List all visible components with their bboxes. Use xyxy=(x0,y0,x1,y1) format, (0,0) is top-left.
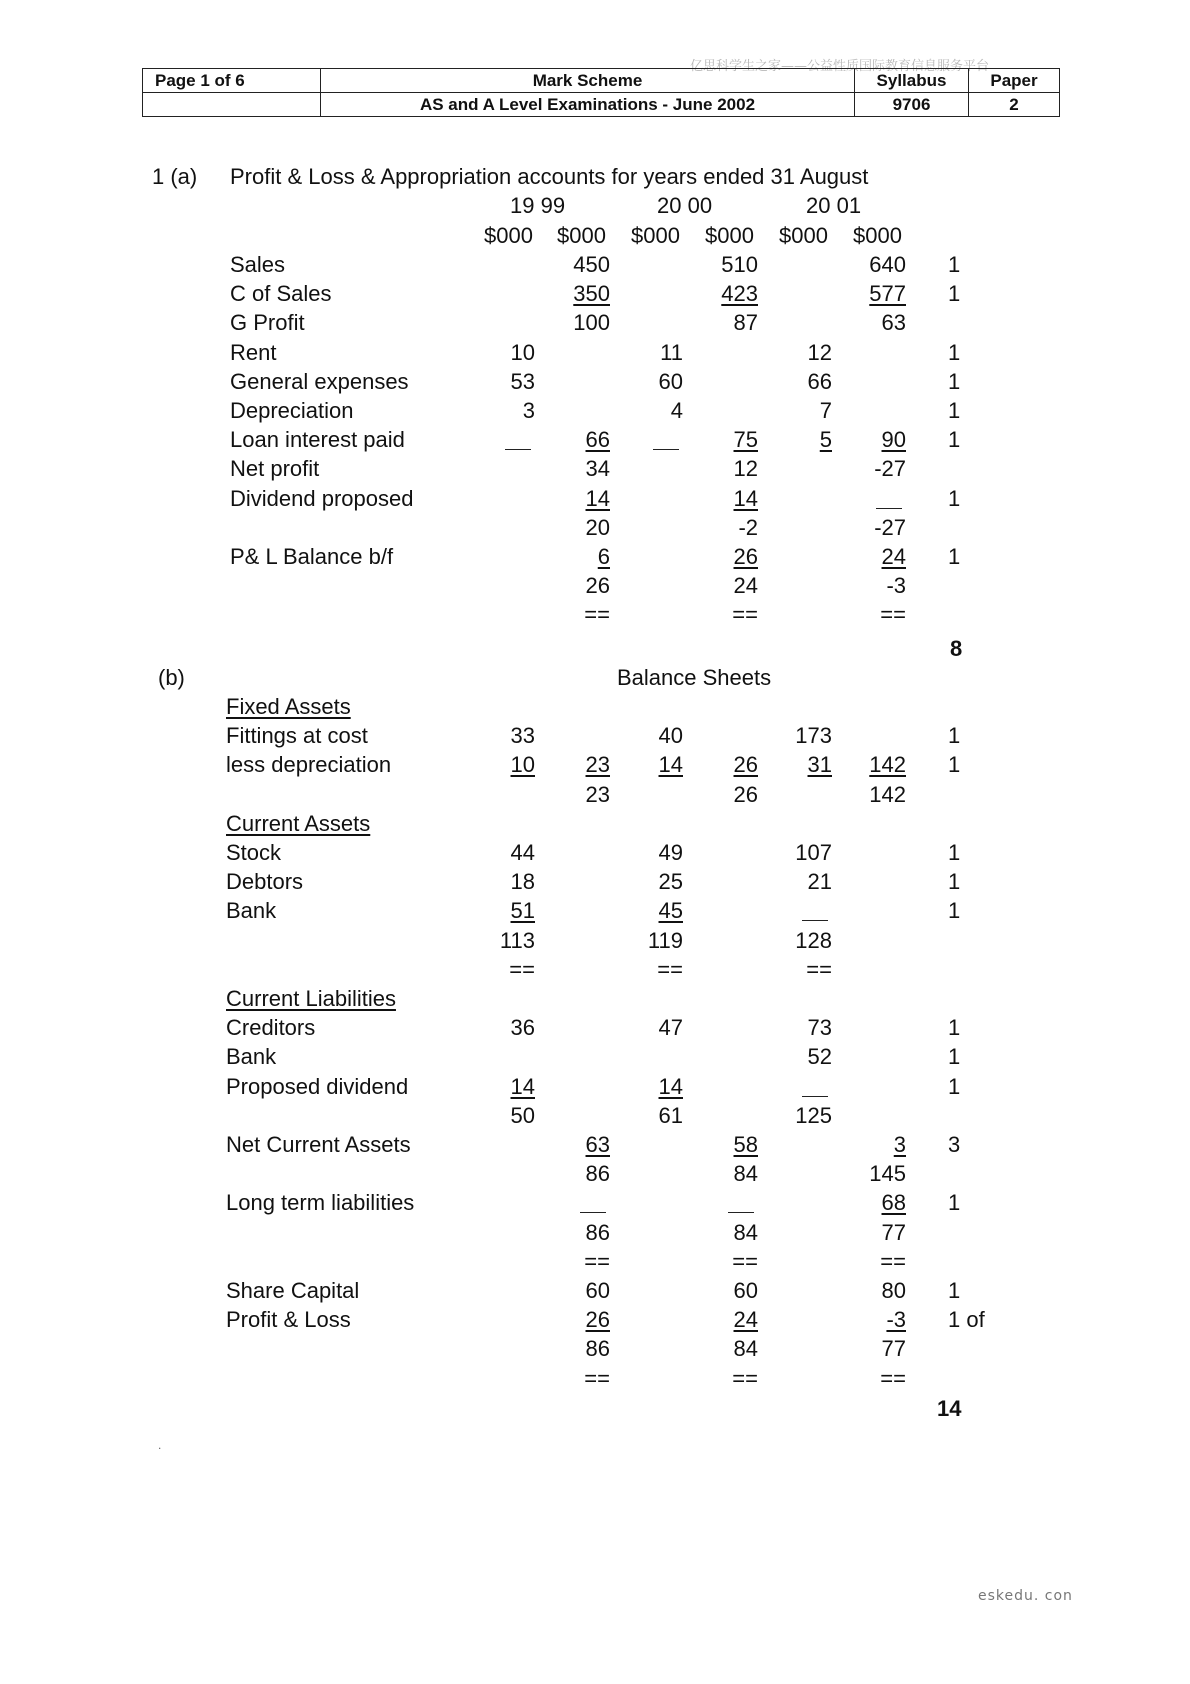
unit-header: $000 xyxy=(779,223,828,248)
page-dot: . xyxy=(158,1438,162,1452)
footer-site: eskedu. con xyxy=(978,1588,1073,1604)
watermark-text: 亿思科学生之家——公益性质国际教育信息服务平台 xyxy=(690,59,990,74)
amount-cell: 86 xyxy=(585,1219,610,1245)
mark-allocation: 1 xyxy=(948,1190,961,1216)
row-label: Bank xyxy=(226,898,277,924)
row-label: Bank xyxy=(226,1044,277,1070)
row-label: Loan interest paid xyxy=(230,427,405,453)
mark-allocation: 1 xyxy=(948,544,961,569)
row-label: Sales xyxy=(230,252,286,277)
amount-cell: 73 xyxy=(807,1015,832,1041)
amount-cell: 86 xyxy=(585,1161,610,1187)
amount-cell: 66 xyxy=(807,368,832,394)
paper-value: 2 xyxy=(969,93,1060,117)
amount-cell: 75 xyxy=(733,427,758,453)
amount-cell: 11 xyxy=(660,339,683,365)
amount-cell: 90 xyxy=(881,427,906,453)
amount-cell: 26 xyxy=(733,752,758,778)
row-label: less depreciation xyxy=(226,752,392,778)
amount-cell: 14 xyxy=(733,485,758,511)
mark-allocation: 1 xyxy=(948,252,961,277)
amount-cell: 60 xyxy=(585,1278,610,1303)
amount-cell: -2 xyxy=(738,514,758,540)
amount-cell: 60 xyxy=(733,1278,758,1303)
nil-dash xyxy=(505,449,531,450)
section-heading: Current Assets xyxy=(226,810,371,836)
section-heading: Fixed Assets xyxy=(226,694,351,719)
amount-cell: 350 xyxy=(573,281,610,307)
amount-cell: 26 xyxy=(585,1307,610,1333)
amount-cell: 640 xyxy=(869,252,906,277)
amount-cell: 53 xyxy=(510,368,535,394)
amount-cell: 107 xyxy=(795,840,832,865)
amount-cell: 4 xyxy=(670,398,683,423)
mark-allocation: 3 xyxy=(948,1132,961,1157)
amount-cell: 12 xyxy=(807,339,832,365)
unit-header: $000 xyxy=(484,223,533,248)
amount-cell: 119 xyxy=(647,927,683,953)
mark-allocation: 1 of xyxy=(948,1307,985,1333)
mark-allocation: 1 xyxy=(948,1015,961,1041)
amount-cell: 14 xyxy=(510,1073,535,1099)
amount-cell: 3 xyxy=(522,398,535,423)
amount-cell: 77 xyxy=(881,1219,906,1245)
amount-cell: 145 xyxy=(869,1161,906,1187)
amount-cell: 113 xyxy=(499,927,535,953)
mark-allocation: 1 xyxy=(948,898,961,924)
amount-cell: 510 xyxy=(721,252,758,277)
amount-cell: 58 xyxy=(733,1132,758,1157)
amount-cell: 51 xyxy=(510,898,535,924)
amount-cell: 45 xyxy=(658,898,683,924)
amount-cell: 128 xyxy=(795,927,832,953)
double-rule: == xyxy=(584,1248,610,1274)
mark-allocation: 1 xyxy=(948,281,961,307)
amount-cell: 12 xyxy=(733,456,758,482)
amount-cell: 63 xyxy=(585,1132,610,1157)
amount-cell: 24 xyxy=(733,573,758,599)
double-rule: == xyxy=(732,602,758,628)
amount-cell: 6 xyxy=(597,544,610,569)
amount-cell: 24 xyxy=(733,1307,758,1333)
amount-cell: 14 xyxy=(658,752,683,778)
amount-cell: 23 xyxy=(585,781,610,807)
double-rule: == xyxy=(806,956,832,982)
nil-dash xyxy=(728,1212,754,1213)
amount-cell: 34 xyxy=(585,456,610,482)
section-a-title: Profit & Loss & Appropriation accounts for years ended 31 August xyxy=(230,164,869,189)
mark-allocation: 1 xyxy=(948,368,961,394)
amount-cell: 66 xyxy=(585,427,610,453)
amount-cell: 7 xyxy=(819,398,832,423)
double-rule: == xyxy=(732,1365,758,1391)
amount-cell: 25 xyxy=(658,869,683,895)
amount-cell: 577 xyxy=(869,281,906,307)
row-label: Rent xyxy=(230,339,277,365)
paper-label: Paper xyxy=(969,69,1060,93)
amount-cell: 26 xyxy=(733,781,758,807)
document-title: Mark Scheme xyxy=(321,69,855,93)
row-label: Net profit xyxy=(230,456,320,482)
amount-cell: 31 xyxy=(807,752,832,778)
balance-sheets-title: Balance Sheets xyxy=(617,665,772,690)
amount-cell: 84 xyxy=(733,1336,758,1362)
mark-allocation: 1 xyxy=(948,752,961,778)
nil-dash xyxy=(876,508,902,509)
syllabus-value: 9706 xyxy=(855,93,969,117)
mark-allocation: 1 xyxy=(948,485,961,511)
mark-allocation: 1 xyxy=(948,398,961,423)
row-label: Dividend proposed xyxy=(230,485,414,511)
unit-header: $000 xyxy=(631,223,680,248)
unit-header: $000 xyxy=(853,223,902,248)
amount-cell: 142 xyxy=(869,781,906,807)
amount-cell: -27 xyxy=(874,456,906,482)
amount-cell: 60 xyxy=(658,368,683,394)
amount-cell: -3 xyxy=(886,1307,906,1333)
amount-cell: 33 xyxy=(510,723,535,749)
mark-allocation: 1 xyxy=(948,1073,961,1099)
row-label: Share Capital xyxy=(226,1278,360,1303)
amount-cell: -27 xyxy=(874,514,906,540)
amount-cell: 18 xyxy=(510,869,535,895)
question-number-1b: (b) xyxy=(158,665,185,690)
header-empty-cell xyxy=(143,93,321,117)
row-label: Proposed dividend xyxy=(226,1073,409,1099)
amount-cell: 49 xyxy=(658,840,683,865)
amount-cell: 173 xyxy=(795,723,832,749)
mark-allocation: 1 xyxy=(948,840,961,865)
document-subtitle: AS and A Level Examinations - June 2002 xyxy=(321,93,855,117)
unit-header: $000 xyxy=(557,223,606,248)
row-label: General expenses xyxy=(230,368,409,394)
mark-allocation: 1 xyxy=(948,1278,961,1303)
amount-cell: 26 xyxy=(585,573,610,599)
mark-allocation: 1 xyxy=(948,869,961,895)
amount-cell: 100 xyxy=(573,310,610,336)
amount-cell: 52 xyxy=(807,1044,832,1070)
nil-dash xyxy=(802,920,828,921)
row-label: G Profit xyxy=(230,310,305,336)
amount-cell: 14 xyxy=(658,1073,683,1099)
amount-cell: 77 xyxy=(881,1336,906,1362)
amount-cell: 3 xyxy=(893,1132,906,1157)
mark-allocation: 1 xyxy=(948,1044,961,1070)
amount-cell: 10 xyxy=(510,752,535,778)
amount-cell: 44 xyxy=(510,840,535,865)
row-label: Profit & Loss xyxy=(226,1307,351,1333)
row-label: Fittings at cost xyxy=(226,723,368,749)
double-rule: == xyxy=(584,602,610,628)
row-label: Depreciation xyxy=(230,398,354,423)
amount-cell: 84 xyxy=(733,1161,758,1187)
row-label: Creditors xyxy=(226,1015,316,1041)
unit-header: $000 xyxy=(705,223,754,248)
row-label: C of Sales xyxy=(230,281,332,307)
amount-cell: 10 xyxy=(510,339,535,365)
amount-cell: 450 xyxy=(573,252,610,277)
amount-cell: 21 xyxy=(807,869,832,895)
row-label: Debtors xyxy=(226,869,304,895)
row-label: Stock xyxy=(226,840,282,865)
double-rule: == xyxy=(880,602,906,628)
year-2000: 20 00 xyxy=(657,193,713,218)
double-rule: == xyxy=(584,1365,610,1391)
amount-cell: 68 xyxy=(881,1190,906,1216)
double-rule: == xyxy=(880,1248,906,1274)
amount-cell: 23 xyxy=(585,752,610,778)
page-indicator: Page 1 of 6 xyxy=(143,69,321,93)
section-a-total-marks: 8 xyxy=(950,636,963,661)
amount-cell: 63 xyxy=(881,310,906,336)
amount-cell: 80 xyxy=(881,1278,906,1303)
year-2001: 20 01 xyxy=(806,193,862,218)
amount-cell: 50 xyxy=(510,1102,535,1128)
syllabus-label: Syllabus xyxy=(855,69,969,93)
year-1999: 19 99 xyxy=(510,193,566,218)
mark-allocation: 1 xyxy=(948,723,961,749)
amount-cell: 61 xyxy=(658,1102,683,1128)
row-label: Long term liabilities xyxy=(226,1190,415,1216)
row-label: Net Current Assets xyxy=(226,1132,411,1157)
amount-cell: -3 xyxy=(886,573,906,599)
amount-cell: 423 xyxy=(721,281,758,307)
nil-dash xyxy=(653,449,679,450)
amount-cell: 14 xyxy=(585,485,610,511)
mark-allocation: 1 xyxy=(948,427,961,453)
amount-cell: 87 xyxy=(733,310,758,336)
amount-cell: 26 xyxy=(733,544,758,569)
amount-cell: 125 xyxy=(795,1102,832,1128)
question-number-1a: 1 (a) xyxy=(152,164,198,189)
double-rule: == xyxy=(732,1248,758,1274)
amount-cell: 84 xyxy=(733,1219,758,1245)
amount-cell: 36 xyxy=(510,1015,535,1041)
mark-allocation: 1 xyxy=(948,339,961,365)
amount-cell: 40 xyxy=(658,723,683,749)
amount-cell: 20 xyxy=(585,514,610,540)
double-rule: == xyxy=(880,1365,906,1391)
header-table xyxy=(142,68,1060,117)
amount-cell: 47 xyxy=(658,1015,683,1041)
amount-cell: 5 xyxy=(819,427,832,453)
row-label: P& L Balance b/f xyxy=(230,544,394,569)
amount-cell: 24 xyxy=(881,544,906,569)
amount-cell: 142 xyxy=(869,752,906,778)
section-heading: Current Liabilities xyxy=(226,986,396,1011)
amount-cell: 86 xyxy=(585,1336,610,1362)
double-rule: == xyxy=(509,956,535,982)
double-rule: == xyxy=(657,956,683,982)
nil-dash xyxy=(802,1096,828,1097)
nil-dash xyxy=(580,1212,606,1213)
section-b-total-marks: 14 xyxy=(937,1396,962,1421)
